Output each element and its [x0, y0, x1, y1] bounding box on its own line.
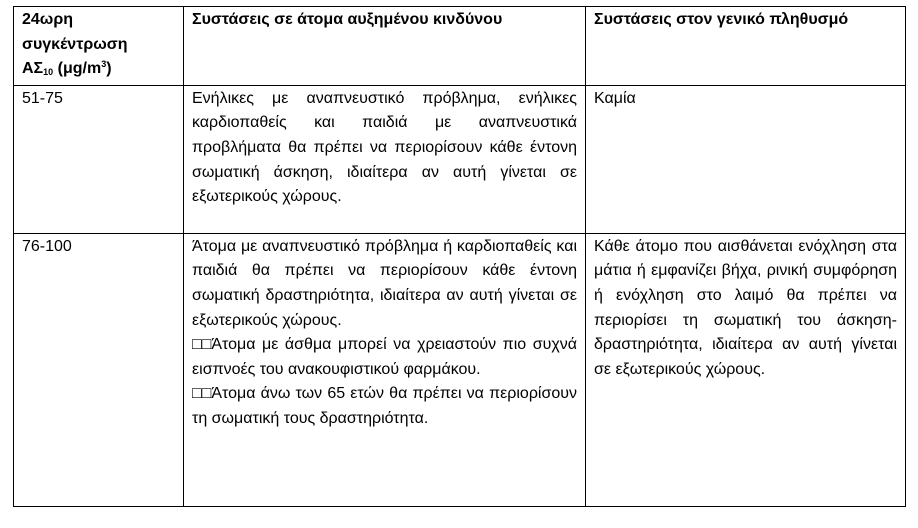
header-at-risk: Συστάσεις σε άτομα αυξημένου κινδύνου — [184, 7, 586, 86]
table-row — [14, 85, 906, 233]
table-row — [14, 233, 906, 506]
table-header-row — [14, 7, 906, 86]
at-risk-paragraph-1: Άτομα με αναπνευστικό πρόβλημα ή καρδιοπαθείς και παιδιά θα πρέπει να περιορίσουν κάθε έντονη σωματική δραστηριότητα, ιδιαίτερα αν αυτή γίνεται σε εξωτερικούς χώρους. — [192, 237, 577, 329]
header-general-population: Συστάσεις στον γενικό πληθυσμό — [586, 7, 906, 86]
header-unit-subscript: 10 — [43, 67, 54, 78]
header-concentration-line1: 24ωρη — [22, 11, 73, 28]
bullet-glyph: □□ — [192, 385, 212, 403]
air-quality-recommendations-table — [13, 6, 906, 507]
at-risk-paragraph-2-text: Άτομα με άσθμα μπορεί να χρειαστούν πιο συχνά εισπνοές του ανακουφιστικού φαρμάκου. — [192, 336, 577, 378]
general-text: Κάθε άτομο που αισθάνεται ενόχληση στα μάτια ή εμφανίζει βήχα, ρινική συμφόρηση ή ενόχληση στο λαιμό θα πρέπει να περιορίσει τη σωματική του άσκηση- δραστηριότητα, ιδιαίτερα αν αυτή γίνεται σε εξωτερικούς χώρους. — [594, 237, 897, 378]
header-unit-superscript: 3 — [101, 59, 107, 70]
header-concentration — [14, 7, 184, 86]
cell-general — [586, 233, 906, 506]
at-risk-paragraph-3 — [192, 382, 577, 431]
cell-at-risk — [184, 85, 586, 233]
cell-range: 76-100 — [14, 233, 184, 506]
at-risk-paragraph-3-text: Άτομα άνω των 65 ετών θα πρέπει να περιορίσουν τη σωματική τους δραστηριότητα. — [192, 385, 577, 427]
at-risk-paragraph-2 — [192, 333, 577, 382]
cell-general: Καμία — [586, 85, 906, 233]
header-concentration-line2: συγκέντρωση — [22, 35, 128, 53]
header-unit-mid: (μg/m — [53, 60, 102, 78]
cell-at-risk — [184, 233, 586, 506]
header-unit-end: ) — [106, 60, 112, 78]
at-risk-text: Ενήλικες με αναπνευστικό πρόβλημα, ενήλικες καρδιοπαθείς και παιδιά με αναπνευστικά προβλήματα θα πρέπει να περιορίσουν κάθε έντονη σωματική άσκηση, ιδιαίτερα αν αυτή γίνεται σε εξωτερικούς χώρους. — [192, 89, 577, 206]
bullet-glyph: □□ — [192, 336, 212, 354]
cell-range: 51-75 — [14, 85, 184, 233]
header-unit-prefix: ΑΣ — [22, 60, 44, 78]
